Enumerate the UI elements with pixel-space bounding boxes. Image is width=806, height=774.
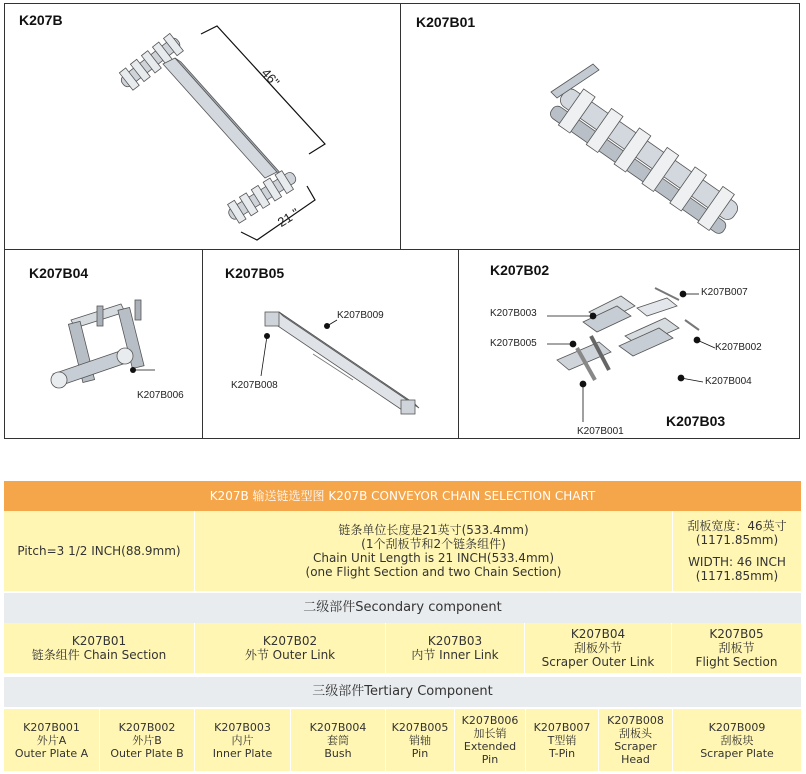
panel-title: K207B05	[225, 265, 285, 281]
unit-length-line-2: (1个刮板节和2个链条组件)	[361, 537, 506, 551]
part-code: K207B007	[533, 720, 591, 734]
secondary-cell-k207b05	[672, 623, 801, 673]
callout-k207b008: K207B008	[231, 380, 278, 391]
part-code: K207B01	[71, 634, 127, 648]
tertiary-cell-k207b006	[455, 709, 525, 771]
width-en-line-1: WIDTH: 46 INCH	[688, 555, 786, 569]
tertiary-cell-k207b009	[673, 709, 801, 771]
width-en-line-2: (1171.85mm)	[695, 569, 779, 583]
part-code: K207B02	[262, 634, 318, 648]
panel-k207b04	[4, 249, 203, 439]
scraper-outer-link-drawing	[5, 250, 203, 439]
tertiary-cell-k207b008	[599, 709, 672, 771]
chart-title-row	[4, 481, 801, 511]
secondary-cell-k207b03	[386, 623, 524, 673]
secondary-header: 二级部件Secondary component	[303, 600, 502, 615]
secondary-row	[4, 623, 801, 673]
dimension-label-long: 46"	[258, 65, 283, 90]
tertiary-cell-k207b002	[100, 709, 194, 771]
callout-k207b003: K207B003	[490, 308, 537, 319]
selection-chart	[4, 481, 801, 771]
panel-k207b01	[400, 3, 800, 250]
unit-length-line-1: 链条单位长度是21英寸(533.4mm)	[338, 523, 529, 537]
part-code: K207B009	[708, 720, 766, 734]
part-code: K207B001	[23, 720, 80, 734]
tertiary-cell-k207b004	[291, 709, 385, 771]
part-name-en-1: Extended	[463, 740, 517, 753]
callout-k207b004: K207B004	[705, 376, 752, 387]
width-cn-line-2: (1171.85mm)	[695, 533, 779, 547]
panel-k207b05	[202, 249, 459, 439]
part-code: K207B004	[309, 720, 367, 734]
part-name-cn: 外片A	[36, 733, 67, 747]
part-name-en: Outer Plate A	[14, 746, 89, 760]
part-name-en-2: Pin	[481, 753, 499, 766]
part-name-cn: 内片	[231, 733, 254, 747]
tertiary-cell-k207b001	[4, 709, 99, 771]
tertiary-cell-k207b007	[526, 709, 598, 771]
flight-section-drawing	[203, 250, 459, 439]
part-code: K207B05	[709, 627, 764, 641]
part-name-cn: 套筒	[327, 733, 349, 747]
part-name-en-2: Head	[621, 753, 650, 766]
part-name-en: Pin	[411, 746, 429, 760]
part-name-en-1: Scraper	[614, 740, 657, 753]
width-cn-block	[687, 519, 786, 547]
part-code: K207B003	[214, 720, 271, 734]
tertiary-header-row	[4, 677, 801, 707]
pitch-cell	[4, 511, 194, 591]
panel-subtitle: K207B03	[666, 413, 726, 429]
panel-title: K207B02	[490, 262, 550, 278]
callout-k207b001: K207B001	[577, 426, 624, 437]
secondary-cell-k207b01	[4, 623, 194, 673]
unit-length-line-3: Chain Unit Length is 21 INCH(533.4mm)	[312, 551, 555, 565]
panel-title: K207B04	[29, 265, 89, 281]
tertiary-cell-k207b003	[195, 709, 290, 771]
callout-k207b005: K207B005	[490, 338, 537, 349]
part-name-en: Scraper Plate	[700, 746, 774, 760]
part-name-cn: T型销	[547, 733, 577, 747]
unit-length-line-4: (one Flight Section and two Chain Section)	[305, 565, 562, 579]
dimension-label-short: 21 "	[274, 205, 302, 230]
part-name-en: Scraper Outer Link	[541, 655, 655, 669]
panel-k207b	[4, 3, 401, 250]
part-name-cn: 外片B	[132, 733, 162, 747]
width-cn-line-1: 刮板宽度：46英寸	[687, 519, 787, 533]
chart-title: K207B 输送链选型图 K207B CONVEYOR CHAIN SELECTION CHART	[209, 489, 596, 503]
part-code: K207B008	[607, 714, 664, 727]
full-chain-assembly-drawing	[5, 4, 401, 250]
part-name-cn: 销轴	[409, 733, 431, 747]
pitch-text: Pitch=3 1/2 INCH(88.9mm)	[17, 544, 181, 558]
width-cell	[673, 511, 801, 591]
callout-k207b002: K207B002	[715, 342, 762, 353]
part-name-en: T-Pin	[548, 746, 576, 760]
panel-title: K207B01	[416, 14, 476, 30]
part-name-en: Outer Plate B	[110, 746, 184, 760]
part-name-cn: 刮板节	[718, 641, 755, 655]
secondary-cell-k207b02	[195, 623, 385, 673]
part-name-en: Flight Section	[695, 655, 778, 669]
width-en-block	[688, 555, 786, 583]
chain-section-drawing	[401, 4, 800, 250]
secondary-cell-k207b04	[525, 623, 671, 673]
part-name-cn: 加长销	[473, 727, 507, 740]
callout-k207b006: K207B006	[137, 390, 184, 401]
part-name: 链条组件 Chain Section	[31, 648, 167, 662]
part-code: K207B03	[427, 634, 483, 648]
part-name: 外节 Outer Link	[244, 648, 336, 662]
callout-k207b009: K207B009	[337, 310, 384, 321]
tertiary-header: 三级部件Tertiary Component	[312, 684, 493, 699]
unit-length-cell	[195, 511, 672, 591]
part-code: K207B002	[118, 720, 176, 734]
chart-info-row	[4, 511, 801, 591]
secondary-header-row	[4, 593, 801, 623]
panel-title: K207B	[19, 12, 63, 28]
part-name-cn: 刮板外节	[573, 641, 622, 655]
part-name: 内节 Inner Link	[411, 648, 499, 662]
part-code: K207B005	[391, 720, 449, 734]
part-name-en: Inner Plate	[212, 746, 273, 760]
panel-k207b02	[458, 249, 800, 439]
part-name-cn: 刮板块	[720, 733, 754, 747]
tertiary-cell-k207b005	[386, 709, 454, 771]
callout-k207b007: K207B007	[701, 287, 748, 298]
part-name-en: Bush	[324, 746, 352, 760]
part-name-cn: 刮板头	[619, 727, 652, 740]
part-code: K207B006	[461, 714, 519, 727]
tertiary-row	[4, 709, 801, 771]
part-code: K207B04	[570, 627, 626, 641]
